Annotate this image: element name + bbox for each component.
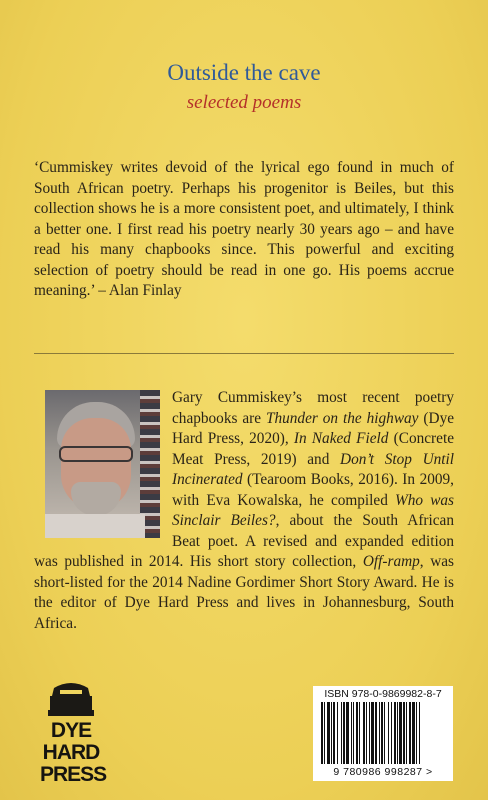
- publisher-line: HARD: [42, 741, 100, 764]
- barcode-bar: [381, 702, 383, 764]
- divider: [34, 353, 454, 354]
- barcode-bar: [384, 702, 385, 764]
- author-shirt: [45, 514, 145, 538]
- bio-text: (Tearoom Books, 2016). In 2009, with Eva Kowalska, he compiled: [172, 471, 454, 509]
- barcode-bar: [366, 702, 367, 764]
- review-quote: ‘Cummiskey writes devoid of the lyrical ego found in much of South African poetry. Perhaps his progenitor is Beiles, but this collection shows he is a more consistent poet, and ultimately, I think a better one. I first read his poetry nearly 30 years ago – and have read his many chapbooks since. This powerful and exciting selection of poetry should be read in one go. His poems accrue meaning.’ – Alan Finlay: [34, 159, 454, 299]
- book-title: Outside the cave: [167, 60, 321, 85]
- barcode-bar: [412, 702, 415, 764]
- barcode-bar: [399, 702, 402, 764]
- barcode-bar: [375, 702, 377, 764]
- barcode-bar: [379, 702, 380, 764]
- bio-text: , about the South African Beat poet. A revised and expanded edition was published in 2014. His short story collection,: [34, 512, 454, 570]
- barcode-bar: [419, 702, 420, 764]
- barcode-bar: [337, 702, 338, 764]
- bio-text: (Concrete Meat Press, 2019) and: [172, 430, 454, 468]
- barcode-bar: [397, 702, 398, 764]
- author-photo: [45, 390, 160, 538]
- barcode-number: 9 780986 998287 >: [333, 766, 433, 778]
- barcode-bar: [331, 702, 332, 764]
- barcode-bar: [416, 702, 417, 764]
- barcode-bar: [369, 702, 370, 764]
- barcode-bar: [353, 702, 354, 764]
- publisher-logo: [40, 680, 107, 790]
- publisher-line: PRESS: [40, 763, 107, 786]
- publisher-name: [40, 719, 107, 786]
- barcode-bar: [388, 702, 389, 764]
- barcode-bar: [343, 702, 345, 764]
- bio-book-title: In Naked Field: [293, 430, 389, 447]
- barcode-bar: [324, 702, 325, 764]
- bio-book-title: Thunder on the highway: [265, 409, 419, 427]
- bio-text: (Dye Hard Press, 2020),: [172, 409, 455, 447]
- bio-book-title: Off-ramp: [362, 553, 420, 570]
- barcode-bar: [406, 702, 407, 764]
- barcode-bars: [321, 702, 445, 764]
- bio-book-title: Who was Sinclair Beiles?: [172, 491, 454, 529]
- barcode-bar: [363, 702, 365, 764]
- barcode-bar: [394, 702, 396, 764]
- bio-text: Gary Cummiskey’s most recent poetry chapbooks are: [172, 389, 454, 427]
- barcode-bar: [403, 702, 405, 764]
- barcode-bar: [356, 702, 358, 764]
- iron-icon: [46, 680, 96, 720]
- barcode-bar: [351, 702, 352, 764]
- bio-book-title: Don’t Stop Until Incinerated: [172, 450, 455, 488]
- barcode-bar: [409, 702, 411, 764]
- book-subtitle: selected poems: [186, 92, 302, 113]
- barcode-bar: [333, 702, 335, 764]
- barcode-bar: [359, 702, 360, 764]
- barcode-bar: [327, 702, 330, 764]
- barcode-bar: [391, 702, 392, 764]
- barcode-bar: [321, 702, 323, 764]
- barcode-bar: [341, 702, 342, 764]
- publisher-line: DYE: [50, 719, 92, 742]
- glasses-icon: [59, 446, 133, 462]
- isbn-barcode: [313, 686, 453, 781]
- barcode-bar: [371, 702, 374, 764]
- barcode-bar: [346, 702, 349, 764]
- author-beard: [71, 482, 121, 516]
- bio-text: , was short-listed for the 2014 Nadine Gordimer Short Story Award. He is the editor of Dye Hard Press and lives in Johannesburg, South Africa.: [34, 553, 454, 632]
- isbn-label: ISBN 978-0-9869982-8-7: [324, 688, 442, 700]
